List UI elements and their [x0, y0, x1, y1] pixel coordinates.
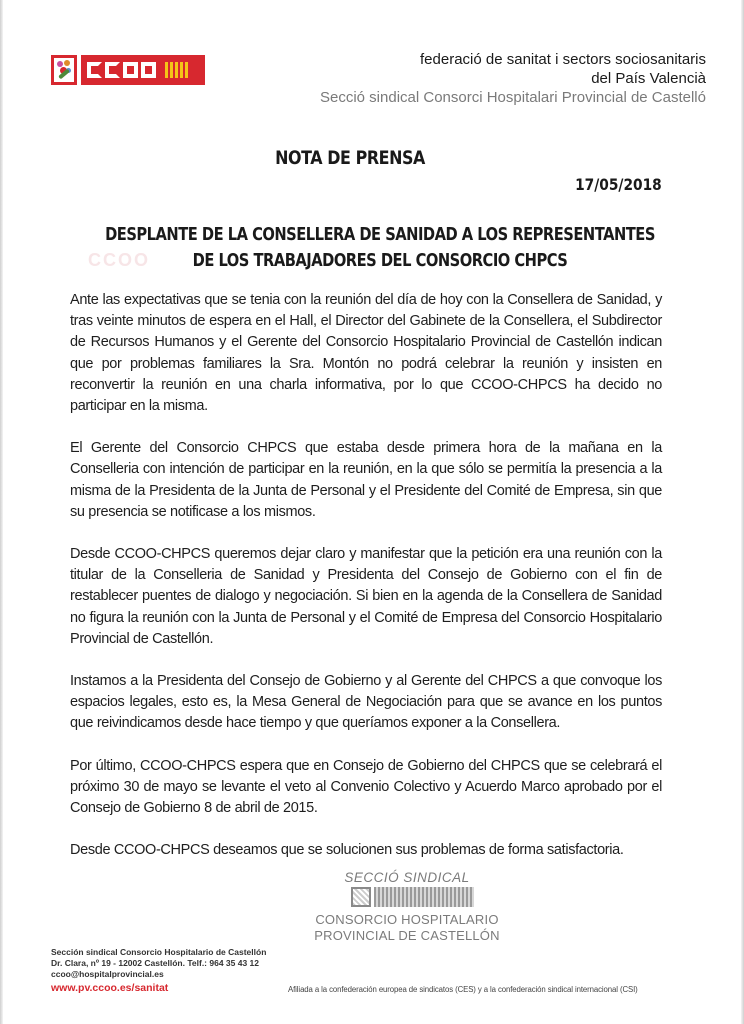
logo-letter-c — [87, 62, 102, 78]
organization-name: federació de sanitat i sectors sociosanitaris — [420, 51, 706, 68]
headline: DESPLANTE DE LA CONSELLERA DE SANIDAD A LOS REPRESENTANTES DE LOS TRABAJADORES DEL CONSORCIO CHPCS — [105, 225, 655, 271]
ccoo-wordmark — [81, 55, 205, 85]
paragraph: Desde CCOO-CHPCS queremos dejar claro y manifestar que la petición era una reunión con la titular de la Conselleria de Sanidad y Presidenta del Consejo de Gobierno con el fin de restablecer puentes de dialogo y negociación. Si bien en la agenda de la Consellera de Sanidad no figura la reunión con la Junta de Personal y el Comité de Empresa del Consorcio Hospitalario Provincial de Castellón. — [70, 546, 662, 647]
logo-letter-o — [123, 62, 138, 78]
footer-affiliation: Afiliada a la confederación europea de sindicatos (CES) y a la confederación sindical internacional (CSI) — [288, 985, 638, 994]
organization-section: Secció sindical Consorci Hospitalari Provincial de Castelló — [319, 89, 706, 106]
logo-letter-c — [105, 62, 120, 78]
stamp-line-1: CONSORCIO HOSPITALARIO — [315, 912, 499, 927]
paragraph: El Gerente del Consorcio CHPCS que estaba desde primera hora de la mañana en la Conselleria con intención de participar en la reunión, en la que sólo se permitía la presencia a la misma de la Presidenta de la Junta de Personal y el Presidente del Comité de Empresa, sin que su presencia se notificase a los mismos. — [70, 440, 662, 520]
document-date: 17/05/2018 — [575, 175, 662, 194]
page-edge-left — [0, 0, 3, 1024]
logo-letter-o — [141, 62, 156, 78]
union-stamp — [312, 870, 502, 944]
paragraph: Instamos a la Presidenta del Consejo de Gobierno y al Gerente del CHPCS a que convoque los espacios legales, esto es, la Mesa General de Negociación para que se avance en los puntos que reivindicamos desde hace tiempo y que queríamos exponer a la Consellera. — [70, 673, 662, 732]
organization-region: del País Valencià — [591, 70, 706, 87]
headline-watermark: CCOO — [88, 250, 150, 270]
footer-address-line1: Sección sindical Consorcio Hospitalario de Castellón — [51, 947, 267, 957]
stamp-line-2: PROVINCIAL DE CASTELLÓN — [314, 928, 500, 943]
senyera-stripes-icon — [165, 62, 188, 78]
paragraph: Desde CCOO-CHPCS deseamos que se solucionen sus problemas de forma satisfactoria. — [70, 842, 624, 859]
stamp-logo-icon — [351, 887, 474, 907]
paragraph: Ante las expectativas que se tenia con la reunión del día de hoy con la Consellera de Sanidad, y tras veinte minutos de espera en el Hall, el Director del Gabinete de la Consellera, el Subdirector de Recursos Humanos y el Gerente del Consorcio Hospitalario Provincial de Castellón indican que por problemas familiares la Sra. Montón no podrá celebrar la reunión y insisten en reconvertir la reunión en una charla informativa, por lo que CCOO-CHPCS ha decido no participar en la misma. — [70, 292, 662, 415]
ccoo-emblem-icon — [51, 55, 77, 85]
paragraph: Por último, CCOO-CHPCS espera que en Consejo de Gobierno del CHPCS que se celebrará el próximo 30 de mayo se levante el veto al Convenio Colectivo y Acuerdo Marco aprobado por el Consejo de Gobierno 8 de abril de 2015. — [70, 757, 662, 817]
stamp-title: SECCIÓ SINDICAL — [344, 870, 470, 885]
footer-email: ccoo@hospitalprovincial.es — [51, 969, 164, 979]
ccoo-logo — [51, 55, 205, 85]
footer-website-link[interactable]: www.pv.ccoo.es/sanitat — [51, 982, 169, 994]
footer-address — [51, 947, 266, 980]
footer-address-line2: Dr. Clara, nº 19 - 12002 Castellón. Telf.: 964 35 43 12 — [51, 958, 259, 968]
document-type: NOTA DE PRENSA — [275, 148, 425, 169]
press-release-body — [70, 290, 662, 882]
organization-header — [320, 50, 706, 107]
